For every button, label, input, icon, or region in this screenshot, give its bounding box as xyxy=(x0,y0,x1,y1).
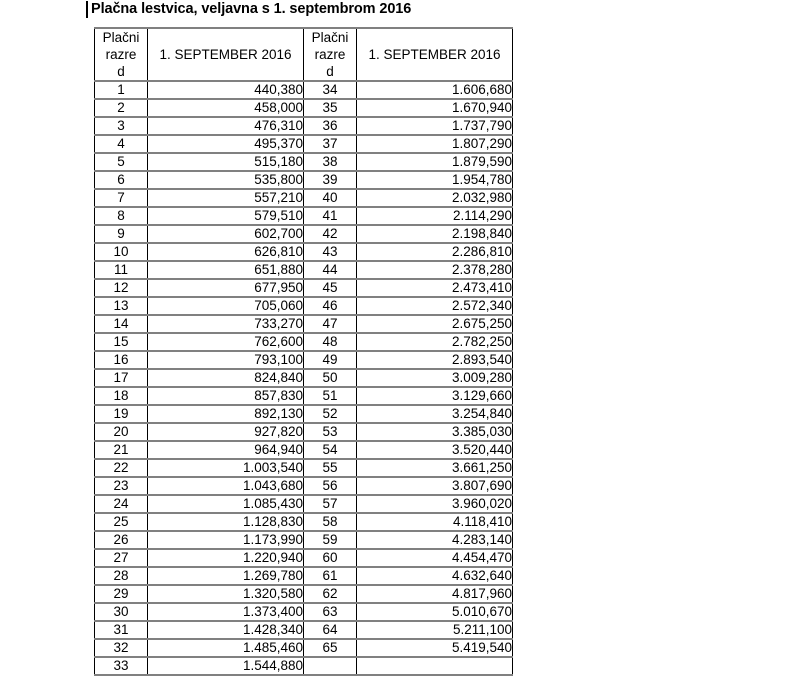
table-row xyxy=(95,441,513,459)
header-rank-line1: Plačni xyxy=(311,30,349,45)
title-row xyxy=(86,1,411,18)
cell-rank-left: 18 xyxy=(95,387,148,405)
table-row xyxy=(95,423,513,441)
table-row xyxy=(95,585,513,603)
cell-value-left: 1.128,830 xyxy=(148,513,304,531)
table-row xyxy=(95,81,513,99)
cell-rank-left: 3 xyxy=(95,117,148,135)
cell-value-right: 2.032,980 xyxy=(357,189,513,207)
cell-value-right: 5.419,540 xyxy=(357,639,513,657)
cell-rank-left: 15 xyxy=(95,333,148,351)
cell-rank-left: 20 xyxy=(95,423,148,441)
cell-value-right: 1.954,780 xyxy=(357,171,513,189)
table-row xyxy=(95,117,513,135)
cell-value-left: 1.003,540 xyxy=(148,459,304,477)
cell-value-left: 677,950 xyxy=(148,279,304,297)
cell-value-left: 793,100 xyxy=(148,351,304,369)
cell-rank-left: 1 xyxy=(95,81,148,99)
table-row xyxy=(95,243,513,261)
cell-value-left: 557,210 xyxy=(148,189,304,207)
cell-value-right: 1.879,590 xyxy=(357,153,513,171)
cell-rank-right: 34 xyxy=(304,81,357,99)
cell-value-left: 1.373,400 xyxy=(148,603,304,621)
cell-rank-right: 41 xyxy=(304,207,357,225)
header-rank-line1: Plačni xyxy=(102,30,140,45)
table-row xyxy=(95,459,513,477)
cell-value-right: 3.520,440 xyxy=(357,441,513,459)
cell-value-right xyxy=(357,657,513,675)
cell-rank-right: 44 xyxy=(304,261,357,279)
cell-value-left: 705,060 xyxy=(148,297,304,315)
cell-rank-right: 51 xyxy=(304,387,357,405)
cell-value-right: 3.009,280 xyxy=(357,369,513,387)
page-title: Plačna lestvica, veljavna s 1. septembrom 2016 xyxy=(91,1,412,17)
cell-rank-right: 55 xyxy=(304,459,357,477)
header-rank-line2: razre xyxy=(105,47,137,62)
cell-value-left: 1.428,340 xyxy=(148,621,304,639)
cell-value-left: 927,820 xyxy=(148,423,304,441)
cell-rank-right: 43 xyxy=(304,243,357,261)
cell-rank-left: 24 xyxy=(95,495,148,513)
cell-rank-left: 8 xyxy=(95,207,148,225)
cell-rank-right: 36 xyxy=(304,117,357,135)
cell-rank-left: 16 xyxy=(95,351,148,369)
cell-value-left: 1.173,990 xyxy=(148,531,304,549)
cell-value-right: 3.129,660 xyxy=(357,387,513,405)
cell-value-left: 495,370 xyxy=(148,135,304,153)
table-row xyxy=(95,603,513,621)
cell-value-left: 1.320,580 xyxy=(148,585,304,603)
cell-rank-left: 22 xyxy=(95,459,148,477)
cell-value-left: 1.269,780 xyxy=(148,567,304,585)
cell-value-right: 3.661,250 xyxy=(357,459,513,477)
text-cursor xyxy=(86,1,88,18)
cell-rank-left: 5 xyxy=(95,153,148,171)
cell-value-right: 2.782,250 xyxy=(357,333,513,351)
table-row xyxy=(95,477,513,495)
cell-rank-right: 42 xyxy=(304,225,357,243)
column-header-rank-right xyxy=(304,28,357,81)
cell-rank-right: 60 xyxy=(304,549,357,567)
cell-value-left: 824,840 xyxy=(148,369,304,387)
cell-rank-right: 49 xyxy=(304,351,357,369)
cell-rank-left: 9 xyxy=(95,225,148,243)
cell-rank-right: 52 xyxy=(304,405,357,423)
table-row xyxy=(95,495,513,513)
cell-value-right: 4.283,140 xyxy=(357,531,513,549)
cell-value-right: 1.737,790 xyxy=(357,117,513,135)
cell-rank-left: 10 xyxy=(95,243,148,261)
cell-rank-right xyxy=(304,657,357,675)
table-row xyxy=(95,387,513,405)
table-row xyxy=(95,135,513,153)
cell-value-left: 1.544,880 xyxy=(148,657,304,675)
header-rank-line2: razre xyxy=(314,47,346,62)
header-rank-line3: d xyxy=(117,64,125,79)
cell-value-right: 4.118,410 xyxy=(357,513,513,531)
cell-value-right: 2.675,250 xyxy=(357,315,513,333)
cell-value-right: 2.198,840 xyxy=(357,225,513,243)
column-header-value-left: 1. SEPTEMBER 2016 xyxy=(148,28,304,81)
cell-value-left: 535,800 xyxy=(148,171,304,189)
cell-value-right: 3.960,020 xyxy=(357,495,513,513)
cell-rank-left: 29 xyxy=(95,585,148,603)
cell-rank-left: 32 xyxy=(95,639,148,657)
cell-value-right: 2.473,410 xyxy=(357,279,513,297)
cell-rank-right: 58 xyxy=(304,513,357,531)
table-row xyxy=(95,639,513,657)
cell-value-right: 5.010,670 xyxy=(357,603,513,621)
cell-value-left: 458,000 xyxy=(148,99,304,117)
cell-rank-right: 48 xyxy=(304,333,357,351)
cell-rank-right: 54 xyxy=(304,441,357,459)
cell-value-right: 4.454,470 xyxy=(357,549,513,567)
cell-rank-left: 31 xyxy=(95,621,148,639)
cell-value-left: 762,600 xyxy=(148,333,304,351)
cell-rank-right: 61 xyxy=(304,567,357,585)
cell-rank-right: 63 xyxy=(304,603,357,621)
table-row xyxy=(95,333,513,351)
cell-value-right: 2.378,280 xyxy=(357,261,513,279)
cell-rank-right: 35 xyxy=(304,99,357,117)
table-row xyxy=(95,189,513,207)
table-row xyxy=(95,369,513,387)
cell-value-right: 1.606,680 xyxy=(357,81,513,99)
table-row xyxy=(95,621,513,639)
cell-value-left: 440,380 xyxy=(148,81,304,99)
cell-rank-right: 39 xyxy=(304,171,357,189)
table-row xyxy=(95,315,513,333)
cell-rank-left: 6 xyxy=(95,171,148,189)
cell-rank-right: 56 xyxy=(304,477,357,495)
cell-rank-left: 30 xyxy=(95,603,148,621)
cell-rank-right: 40 xyxy=(304,189,357,207)
header-row xyxy=(95,28,513,81)
cell-value-right: 4.632,640 xyxy=(357,567,513,585)
cell-rank-left: 11 xyxy=(95,261,148,279)
table-row xyxy=(95,297,513,315)
cell-value-left: 602,700 xyxy=(148,225,304,243)
cell-rank-left: 23 xyxy=(95,477,148,495)
cell-value-right: 5.211,100 xyxy=(357,621,513,639)
cell-rank-left: 19 xyxy=(95,405,148,423)
table-row xyxy=(95,513,513,531)
cell-rank-right: 53 xyxy=(304,423,357,441)
cell-rank-right: 47 xyxy=(304,315,357,333)
cell-value-left: 515,180 xyxy=(148,153,304,171)
header-rank-line3: d xyxy=(326,64,334,79)
table-row xyxy=(95,207,513,225)
column-header-rank-left xyxy=(95,28,148,81)
cell-rank-right: 50 xyxy=(304,369,357,387)
cell-rank-left: 14 xyxy=(95,315,148,333)
cell-value-right: 1.670,940 xyxy=(357,99,513,117)
cell-rank-right: 59 xyxy=(304,531,357,549)
cell-value-right: 2.114,290 xyxy=(357,207,513,225)
table-row xyxy=(95,531,513,549)
table-row xyxy=(95,279,513,297)
cell-value-left: 964,940 xyxy=(148,441,304,459)
cell-value-left: 1.043,680 xyxy=(148,477,304,495)
table-header xyxy=(95,28,513,81)
cell-rank-left: 17 xyxy=(95,369,148,387)
table-row xyxy=(95,261,513,279)
cell-rank-right: 62 xyxy=(304,585,357,603)
table-body xyxy=(95,81,513,675)
cell-rank-left: 2 xyxy=(95,99,148,117)
cell-rank-right: 37 xyxy=(304,135,357,153)
cell-value-right: 3.807,690 xyxy=(357,477,513,495)
cell-rank-right: 57 xyxy=(304,495,357,513)
table-row xyxy=(95,405,513,423)
cell-value-left: 579,510 xyxy=(148,207,304,225)
cell-value-right: 2.572,340 xyxy=(357,297,513,315)
salary-scale-table xyxy=(94,27,513,676)
cell-rank-right: 65 xyxy=(304,639,357,657)
cell-value-right: 1.807,290 xyxy=(357,135,513,153)
cell-value-left: 626,810 xyxy=(148,243,304,261)
cell-rank-left: 13 xyxy=(95,297,148,315)
cell-rank-right: 46 xyxy=(304,297,357,315)
cell-value-right: 3.254,840 xyxy=(357,405,513,423)
cell-value-right: 2.893,540 xyxy=(357,351,513,369)
table-row xyxy=(95,225,513,243)
cell-value-left: 1.485,460 xyxy=(148,639,304,657)
cell-value-right: 3.385,030 xyxy=(357,423,513,441)
cell-rank-right: 64 xyxy=(304,621,357,639)
cell-rank-right: 38 xyxy=(304,153,357,171)
table-row xyxy=(95,351,513,369)
cell-value-left: 733,270 xyxy=(148,315,304,333)
cell-rank-left: 12 xyxy=(95,279,148,297)
cell-value-left: 1.220,940 xyxy=(148,549,304,567)
cell-rank-left: 33 xyxy=(95,657,148,675)
column-header-value-right: 1. SEPTEMBER 2016 xyxy=(357,28,513,81)
table-row xyxy=(95,153,513,171)
table-row xyxy=(95,171,513,189)
cell-value-right: 4.817,960 xyxy=(357,585,513,603)
cell-rank-left: 25 xyxy=(95,513,148,531)
cell-value-right: 2.286,810 xyxy=(357,243,513,261)
cell-value-left: 857,830 xyxy=(148,387,304,405)
cell-rank-right: 45 xyxy=(304,279,357,297)
cell-rank-left: 7 xyxy=(95,189,148,207)
cell-rank-left: 27 xyxy=(95,549,148,567)
cell-rank-left: 4 xyxy=(95,135,148,153)
cell-rank-left: 28 xyxy=(95,567,148,585)
cell-value-left: 651,880 xyxy=(148,261,304,279)
table-row xyxy=(95,567,513,585)
cell-rank-left: 21 xyxy=(95,441,148,459)
table-row xyxy=(95,549,513,567)
cell-rank-left: 26 xyxy=(95,531,148,549)
table-row xyxy=(95,99,513,117)
cell-value-left: 476,310 xyxy=(148,117,304,135)
table-row xyxy=(95,657,513,675)
cell-value-left: 892,130 xyxy=(148,405,304,423)
cell-value-left: 1.085,430 xyxy=(148,495,304,513)
